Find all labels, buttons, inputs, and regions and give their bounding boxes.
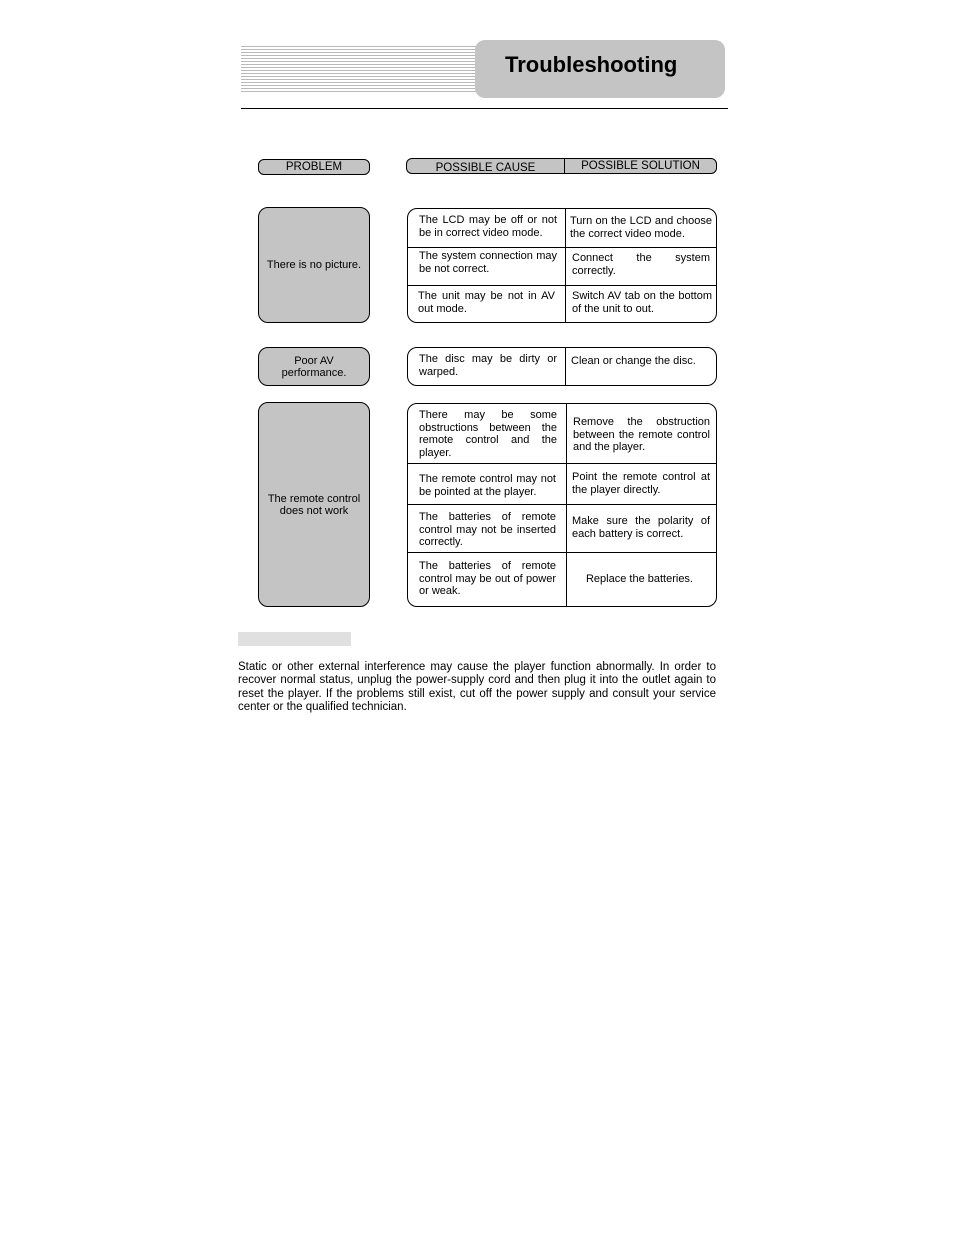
row-divider: [408, 552, 716, 553]
problem-column-header: [258, 159, 370, 175]
solution-cell: Switch AV tab on the bottom of the unit to out.: [572, 290, 712, 315]
cause-cell: The disc may be dirty or warped.: [419, 353, 557, 378]
problem-poor-av: [258, 347, 370, 386]
solution-cell: Clean or change the disc.: [571, 355, 696, 367]
solution-header-label: POSSIBLE SOLUTION: [581, 160, 700, 172]
cause-solution-table-no-picture: [407, 208, 717, 323]
column-divider: [565, 348, 566, 385]
cause-cell: The unit may be not in AV out mode.: [418, 290, 555, 315]
cause-solution-table-poor-av: [407, 347, 717, 386]
header-stripes: [241, 46, 477, 92]
problem-label: The remote control does not work: [267, 492, 361, 517]
note-paragraph: Static or other external interference may cause the player function abnormally. In order to recover normal status, unplug the power-supply cord and then plug it into the outlet again to reset the player. If the problems still exist, cut off the power supply and consult your service center or the qualified technician.: [238, 661, 716, 714]
cause-cell: The system connection may be not correct.: [419, 250, 557, 275]
row-divider: [408, 504, 716, 505]
problem-label: Poor AV performance.: [281, 354, 347, 379]
column-divider: [565, 209, 566, 322]
cause-solution-column-header: [406, 158, 717, 174]
solution-cell: Replace the batteries.: [585, 573, 693, 585]
header-rule: [241, 108, 728, 109]
cause-cell: The batteries of remote control may not be inserted correctly.: [419, 511, 556, 548]
problem-no-picture: [258, 207, 370, 323]
cause-solution-table-remote-control: [407, 403, 717, 607]
problem-header-label: PROBLEM: [285, 161, 343, 173]
solution-cell: Point the remote control at the player directly.: [572, 471, 710, 496]
solution-cell: Turn on the LCD and choose the correct video mode.: [570, 215, 712, 240]
row-divider: [408, 285, 716, 286]
cause-cell: The batteries of remote control may be out of power or weak.: [419, 560, 556, 597]
row-divider: [408, 247, 716, 248]
cause-cell: There may be some obstructions between the remote control and the player.: [419, 409, 557, 459]
cause-cell: The remote control may not be pointed at the player.: [419, 473, 556, 498]
solution-cell: Make sure the polarity of each battery is correct.: [572, 515, 710, 540]
cause-cell: The LCD may be off or not be in correct video mode.: [419, 214, 557, 239]
solution-cell: Remove the obstruction between the remote control and the player.: [573, 416, 710, 453]
row-divider: [408, 463, 716, 464]
note-heading-bar: [238, 632, 351, 646]
solution-cell: Connect the system correctly.: [572, 252, 710, 277]
problem-label: There is no picture.: [266, 259, 362, 271]
problem-remote-control: [258, 402, 370, 607]
cause-header-label: POSSIBLE CAUSE: [435, 162, 536, 174]
page-title: Troubleshooting: [505, 52, 678, 77]
